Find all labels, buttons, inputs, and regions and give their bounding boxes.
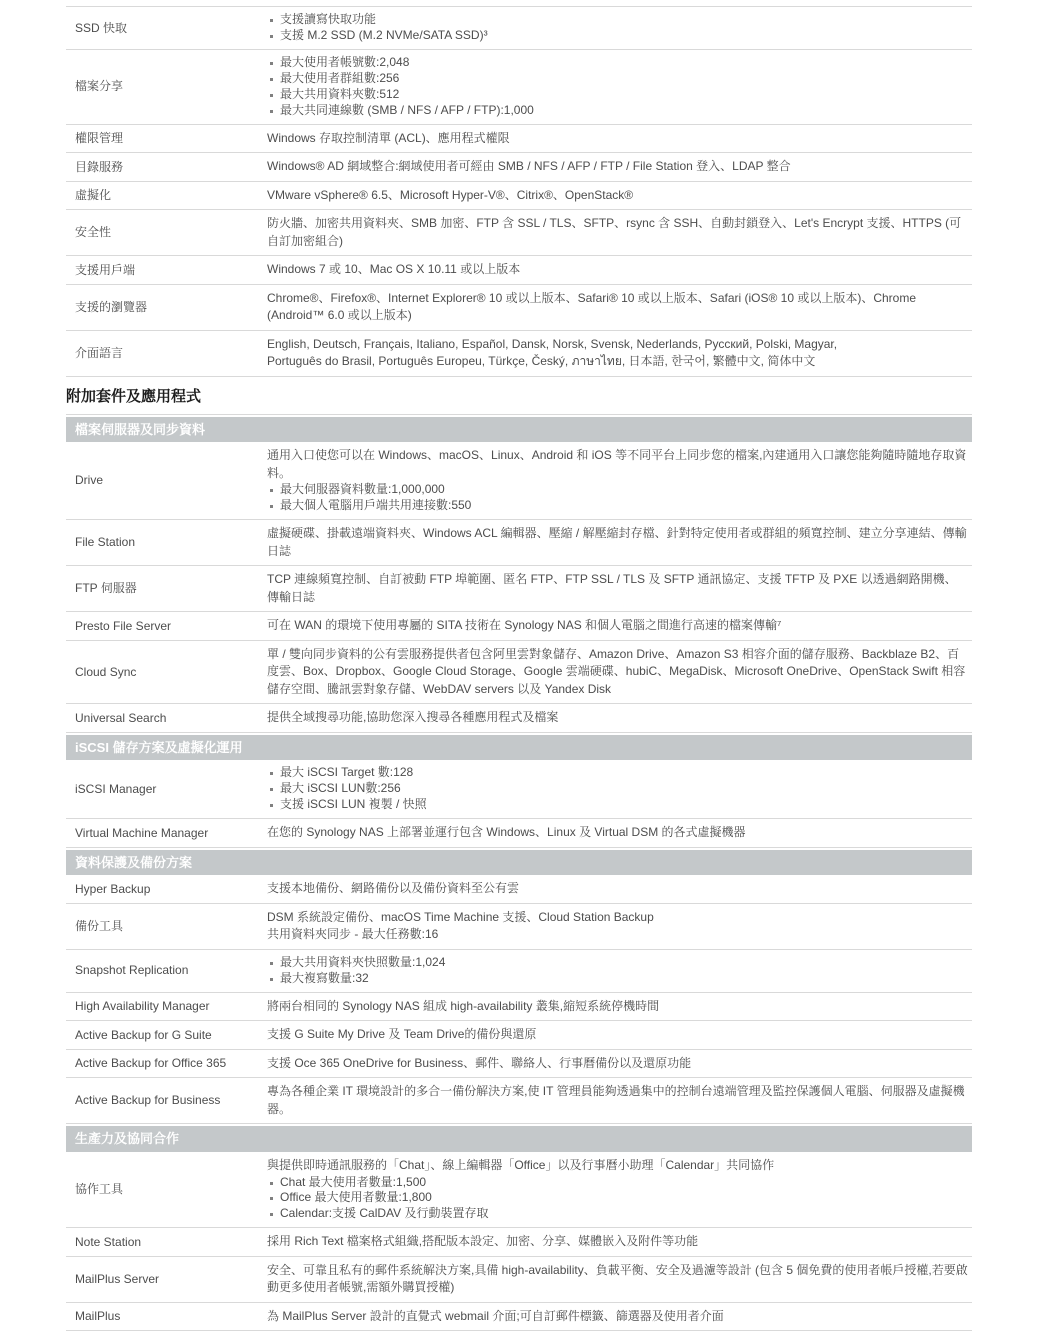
bullet-item: Chat 最大使用者數量:1,500 xyxy=(267,1175,968,1191)
section-header-bar xyxy=(66,735,972,761)
row-paragraph: 虛擬硬碟、掛載遠端資料夾、Windows ACL 編輯器、壓縮 / 解壓縮封存檔、針對特定使用者或群組的頻寬控制、建立分享連結、傳輸日誌 xyxy=(267,526,967,558)
row-value xyxy=(267,612,972,640)
section-header-bar xyxy=(66,1126,972,1152)
row-value xyxy=(267,950,972,992)
row-label: Presto File Server xyxy=(75,618,172,633)
row-value xyxy=(267,993,972,1021)
row-label: 協作工具 xyxy=(75,1182,124,1197)
row-paragraph: English, Deutsch, Français, Italiano, Español, Dansk, Norsk, Svensk, Nederlands, Русский, Polski, Magyar, xyxy=(267,336,838,351)
table-row xyxy=(66,1257,972,1303)
row-paragraph: TCP 連線頻寬控制、自訂被動 FTP 埠範圍、匿名 FTP、FTP SSL / TLS 及 SFTP 通訊協定、支援 TFTP 及 PXE 以透過網路開機、傳輸日誌 xyxy=(267,572,957,604)
section-header-bar xyxy=(66,850,972,876)
table-row xyxy=(66,993,972,1022)
section-header-label: 生產力及協同合作 xyxy=(75,1131,180,1147)
table-row xyxy=(66,125,972,154)
table-row xyxy=(66,285,972,331)
bullet-item: 最大共用資料夾數:512 xyxy=(267,87,968,103)
addon-section xyxy=(66,1126,972,1331)
bullet-list xyxy=(267,955,968,987)
table-row xyxy=(66,819,972,848)
table-row xyxy=(66,1152,972,1228)
row-value xyxy=(267,1050,972,1078)
table-row xyxy=(66,875,972,904)
table-row xyxy=(66,760,972,819)
bullet-list xyxy=(267,765,968,813)
row-label: 虛擬化 xyxy=(75,188,112,203)
spec-table xyxy=(66,6,972,377)
table-row xyxy=(66,153,972,182)
table-row xyxy=(66,641,972,705)
bullet-item: 支援讀寫快取功能 xyxy=(267,12,968,28)
row-paragraph: 支援本地備份、網路備份以及備份資料至公有雲 xyxy=(267,881,520,896)
row-label: MailPlus xyxy=(75,1309,121,1324)
row-value xyxy=(267,1078,972,1123)
row-paragraph: 提供全域搜尋功能,協助您深入搜尋各種應用程式及檔案 xyxy=(267,710,559,725)
section-header-bar xyxy=(66,417,972,443)
bullet-list xyxy=(267,55,968,119)
row-value xyxy=(267,520,972,565)
addon-sections xyxy=(66,417,972,1331)
row-label: Universal Search xyxy=(75,710,167,725)
table-row xyxy=(66,442,972,520)
bullet-item: Calendar:支援 CalDAV 及行動裝置存取 xyxy=(267,1206,968,1222)
bullet-list xyxy=(267,482,968,514)
row-label: 權限管理 xyxy=(75,131,124,146)
bullet-item: 支援 M.2 SSD (M.2 NVMe/SATA SSD)³ xyxy=(267,28,968,44)
row-label: 目錄服務 xyxy=(75,159,124,174)
section-header-label: 檔案伺服器及同步資料 xyxy=(75,421,206,437)
row-label: File Station xyxy=(75,535,136,550)
table-row xyxy=(66,182,972,211)
row-paragraph: 採用 Rich Text 檔案格式組織,搭配版本設定、加密、分享、媒體嵌入及附件等功能 xyxy=(267,1234,699,1249)
table-row xyxy=(66,1303,972,1331)
bullet-item: 最大個人電腦用戶端共用連接數:550 xyxy=(267,498,968,514)
row-label: Note Station xyxy=(75,1234,142,1249)
table-row xyxy=(66,950,972,993)
addon-section xyxy=(66,735,972,848)
table-row xyxy=(66,1050,972,1079)
row-value xyxy=(267,331,972,376)
row-value xyxy=(267,875,972,903)
row-paragraph: Windows® AD 網域整合:網域使用者可經由 SMB / NFS / AFP / FTP / File Station 登入、LDAP 整合 xyxy=(267,159,791,174)
bullet-item: 支援 iSCSI LUN 複製 / 快照 xyxy=(267,797,968,813)
row-label: 支援用戶端 xyxy=(75,262,136,277)
spec-sheet-page xyxy=(66,6,972,1331)
section-header-label: iSCSI 儲存方案及虛擬化運用 xyxy=(75,739,243,755)
table-row xyxy=(66,904,972,950)
row-value xyxy=(267,50,972,124)
row-paragraph: 為 MailPlus Server 設計的直覺式 webmail 介面;可自訂郵件標籤、篩選器及使用者介面 xyxy=(267,1308,724,1323)
row-paragraph: 可在 WAN 的環境下使用專屬的 SITA 技術在 Synology NAS 和個人電腦之間進行高速的檔案傳輸⁷ xyxy=(267,618,782,633)
row-paragraph: Windows 存取控制清單 (ACL)、應用程式權限 xyxy=(267,130,510,145)
row-value xyxy=(267,1303,972,1331)
table-row xyxy=(66,612,972,641)
row-value xyxy=(267,7,972,49)
heading-divider xyxy=(66,414,972,415)
row-paragraph: 單 / 雙向同步資料的公有雲服務提供者包含阿里雲對象儲存、Amazon Drive、Amazon S3 相容介面的儲存服務、Backblaze B2、百度雲、Box、Dropbox、Google Cloud Storage、Google 雲端硬碟、hubiC、MegaDisk、Microsoft OneDrive、OpenStack Swift 相容儲存空間、騰訊雲對象存儲、WebDAV servers 以及 Yandex Disk xyxy=(267,646,966,696)
table-row xyxy=(66,704,972,733)
bullet-item: Office 最大使用者數量:1,800 xyxy=(267,1190,968,1206)
row-label: SSD 快取 xyxy=(75,20,128,35)
row-label: Hyper Backup xyxy=(75,881,151,896)
row-label: MailPlus Server xyxy=(75,1271,160,1286)
row-label: 支援的瀏覽器 xyxy=(75,299,148,314)
row-value xyxy=(267,442,972,519)
bullet-item: 最大伺服器資料數量:1,000,000 xyxy=(267,482,968,498)
row-paragraph: 將兩台相同的 Synology NAS 組成 high-availability 叢集,縮短系統停機時間 xyxy=(267,998,660,1013)
row-paragraph: 與提供即時通訊服務的「Chat」、線上編輯器「Office」以及行事曆小助理「Calendar」共同協作 xyxy=(267,1157,775,1172)
row-label: Cloud Sync xyxy=(75,664,137,679)
row-value xyxy=(267,1257,972,1302)
row-paragraph: 在您的 Synology NAS 上部署並運行包含 Windows、Linux 及 Virtual DSM 的各式虛擬機器 xyxy=(267,825,746,840)
row-value xyxy=(267,819,972,847)
row-value xyxy=(267,641,972,704)
row-label: Drive xyxy=(75,473,104,488)
bullet-item: 最大 iSCSI LUN數:256 xyxy=(267,781,968,797)
row-value xyxy=(267,904,972,949)
table-row xyxy=(66,1021,972,1050)
table-row xyxy=(66,7,972,50)
row-paragraph: Windows 7 或 10、Mac OS X 10.11 或以上版本 xyxy=(267,262,521,277)
row-paragraph: Português do Brasil, Português Europeu, Türkçe, Český, ภาษาไทย, 日本語, 한국어, 繁體中文, 简体中文 xyxy=(267,354,816,369)
row-label: Snapshot Replication xyxy=(75,963,189,978)
row-paragraph: VMware vSphere® 6.5、Microsoft Hyper-V®、Citrix®、OpenStack® xyxy=(267,187,634,202)
row-value xyxy=(267,125,972,153)
row-paragraph: 安全、可靠且私有的郵件系統解決方案,具備 high-availability、負載平衡、安全及過濾等設計 (包含 5 個免費的使用者帳戶授權,若要啟動更多使用者帳號,需額外購買授權) xyxy=(267,1262,968,1295)
row-label: High Availability Manager xyxy=(75,999,210,1014)
bullet-item: 最大複寫數量:32 xyxy=(267,971,968,987)
bullet-item: 最大 iSCSI Target 數:128 xyxy=(267,765,968,781)
row-label: Active Backup for Office 365 xyxy=(75,1056,227,1071)
row-label: Virtual Machine Manager xyxy=(75,825,209,840)
row-label: 檔案分享 xyxy=(75,79,124,94)
bullet-item: 最大共用資料夾快照數量:1,024 xyxy=(267,955,968,971)
table-row xyxy=(66,331,972,377)
bullet-list xyxy=(267,1175,968,1223)
row-label: Active Backup for G Suite xyxy=(75,1027,212,1042)
row-value xyxy=(267,1152,972,1227)
row-label: iSCSI Manager xyxy=(75,781,157,796)
row-value xyxy=(267,256,972,284)
row-label: FTP 伺服器 xyxy=(75,581,137,596)
table-row xyxy=(66,1078,972,1124)
row-label: 介面語言 xyxy=(75,345,124,360)
bullet-item: 最大共同連線數 (SMB / NFS / AFP / FTP):1,000 xyxy=(267,103,968,119)
row-paragraph: 支援 Oce 365 OneDrive for Business、郵件、聯絡人、行事曆備份以及還原功能 xyxy=(267,1055,692,1070)
row-value xyxy=(267,210,972,255)
table-row xyxy=(66,566,972,612)
table-row xyxy=(66,1228,972,1257)
row-paragraph: 專為各種企業 IT 環境設計的多合一備份解決方案,使 IT 管理員能夠透過集中的控制台遠端管理及監控保護個人電腦、伺服器及虛擬機器。 xyxy=(267,1084,965,1116)
row-value xyxy=(267,285,972,330)
row-value xyxy=(267,153,972,181)
row-label: 備份工具 xyxy=(75,918,124,933)
bullet-item: 最大使用者群組數:256 xyxy=(267,71,968,87)
addon-section xyxy=(66,850,972,1125)
row-paragraph: 共用資料夾同步 - 最大任務數:16 xyxy=(267,927,439,942)
bullet-list xyxy=(267,12,968,44)
table-row xyxy=(66,520,972,566)
row-label: Active Backup for Business xyxy=(75,1093,221,1108)
table-row xyxy=(66,210,972,256)
row-paragraph: DSM 系統設定備份、macOS Time Machine 支援、Cloud Station Backup xyxy=(267,909,654,924)
section-header-label: 資料保護及備份方案 xyxy=(75,854,193,870)
addons-heading: 附加套件及應用程式 xyxy=(66,387,202,405)
addon-section xyxy=(66,417,972,733)
table-row xyxy=(66,50,972,125)
row-value xyxy=(267,704,972,732)
row-value xyxy=(267,182,972,210)
row-value xyxy=(267,1021,972,1049)
row-label: 安全性 xyxy=(75,225,112,240)
row-paragraph: 支援 G Suite My Drive 及 Team Drive的備份與還原 xyxy=(267,1027,537,1042)
row-value xyxy=(267,760,972,818)
row-paragraph: 通用入口使您可以在 Windows、macOS、Linux、Android 和 iOS 等不同平台上同步您的檔案,內建通用入口讓您能夠隨時隨地存取資料。 xyxy=(267,448,967,480)
row-value xyxy=(267,1228,972,1256)
row-paragraph: 防火牆、加密共用資料夾、SMB 加密、FTP 含 SSL / TLS、SFTP、rsync 含 SSH、自動封鎖登入、Let's Encrypt 支援、HTTPS (可自訂加密組合) xyxy=(267,216,962,248)
table-row xyxy=(66,256,972,285)
row-value xyxy=(267,566,972,611)
row-paragraph: Chrome®、Firefox®、Internet Explorer® 10 或以上版本、Safari® 10 或以上版本、Safari (iOS® 10 或以上版本)、Chrome (Android™ 6.0 或以上版本) xyxy=(267,290,917,323)
bullet-item: 最大使用者帳號數:2,048 xyxy=(267,55,968,71)
